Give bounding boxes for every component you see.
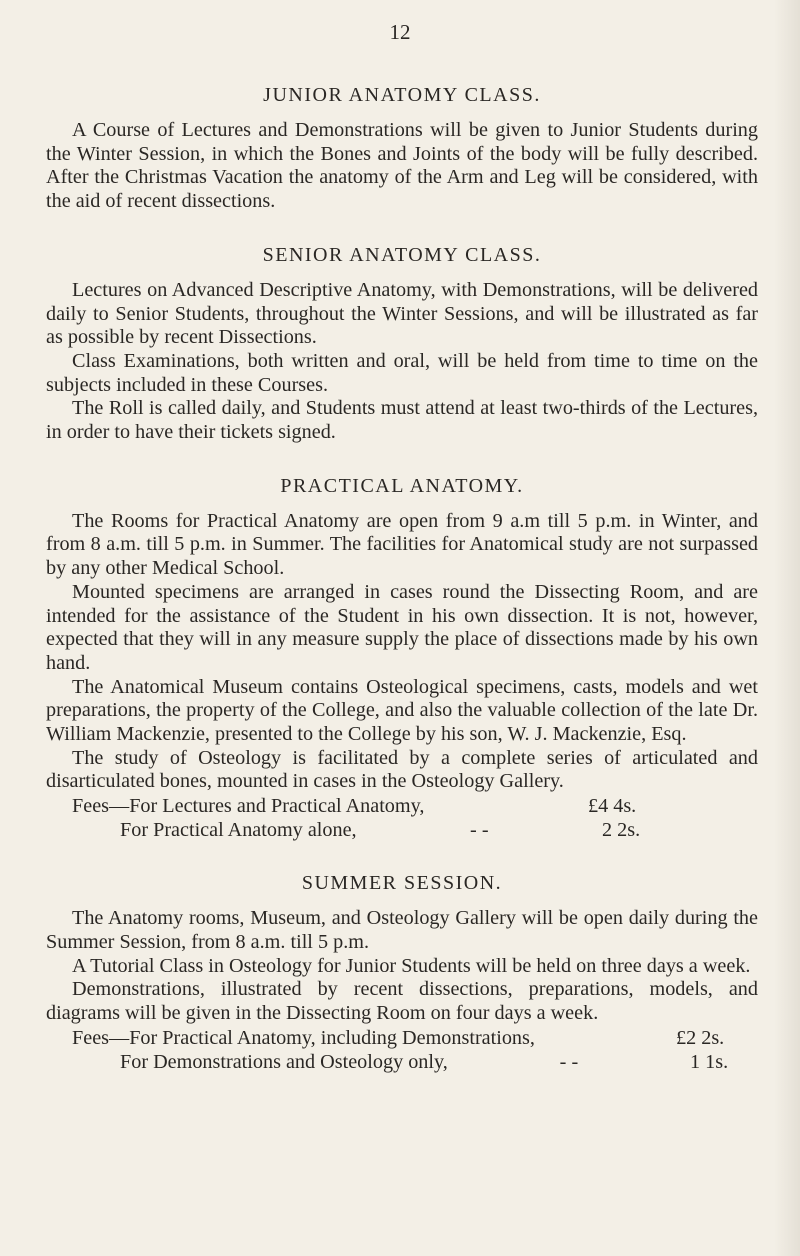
fee-amount: £2 2s. [676, 1026, 725, 1049]
paragraph: Class Examinations, both written and oral, will be held from time to time on the subjects included in these Courses. [46, 349, 758, 396]
paragraph: Demonstrations, illustrated by recent dissections, preparations, models, and diagrams will be given in the Dissecting Room on four days a week. [46, 978, 758, 1024]
section-heading: JUNIOR ANATOMY CLASS. [263, 84, 541, 106]
fee-label: For Practical Anatomy alone, [120, 819, 357, 842]
page-number: 12 [389, 20, 411, 44]
paragraph: A Course of Lectures and Demonstrations will be given to Junior Students during the Winter Session, in which the Bones and Joints of the body will be fully described. After the Christmas Vacation the anatomy of the Arm and Leg will be considered, with the aid of recent dissections. [46, 119, 758, 213]
fee-row [72, 818, 672, 842]
fee-amount: £4 4s. [588, 795, 637, 818]
fee-amount: 2 2s. [602, 819, 641, 842]
fees-table [72, 1026, 758, 1074]
fee-label: For Demonstrations and Osteology only, [120, 1050, 448, 1073]
paragraph: The Anatomical Museum contains Osteological specimens, casts, models and wet preparations, the property of the College, and also the valuable collection of the late Dr. William Mackenzie, presented to the College by his son, W. J. Mackenzie, Esq. [46, 675, 758, 746]
paragraph: The Anatomy rooms, Museum, and Osteology Gallery will be open daily during the Summer Session, from 8 a.m. till 5 p.m. [46, 907, 758, 953]
fee-leader: - - [470, 819, 489, 842]
page-content [46, 84, 758, 1074]
fees-table [72, 794, 672, 842]
paragraph: A Tutorial Class in Osteology for Junior Students will be held on three days a week. [72, 954, 751, 977]
fee-label: Fees—For Lectures and Practical Anatomy, [72, 795, 425, 818]
paragraph: The study of Osteology is facilitated by a complete series of articulated and disarticulated bones, mounted in cases in the Osteology Gallery. [46, 746, 758, 793]
paragraph: Mounted specimens are arranged in cases round the Dissecting Room, and are intended for the assistance of the Student in his own dissection. It is not, however, expected that they will in any measure supply the place of dissections made by his own hand. [46, 580, 758, 674]
fee-leader: - - [559, 1050, 579, 1073]
fee-row [72, 1050, 758, 1074]
fee-label: Fees—For Practical Anatomy, including Demonstrations, [72, 1026, 535, 1049]
section-summer-session [46, 872, 758, 1074]
section-heading: SUMMER SESSION. [301, 872, 503, 895]
section-senior-anatomy [46, 244, 758, 445]
fee-row [72, 794, 672, 818]
fee-row [72, 1026, 758, 1050]
section-heading: PRACTICAL ANATOMY. [280, 474, 524, 497]
section-junior-anatomy [46, 84, 758, 214]
section-practical-anatomy [46, 475, 758, 842]
paragraph: Lectures on Advanced Descriptive Anatomy, with Demonstrations, will be delivered daily to Senior Students, throughout the Winter Sessions, and will be illustrated as far as possible by recent Dissections. [46, 278, 758, 349]
paragraph: The Rooms for Practical Anatomy are open from 9 a.m till 5 p.m. in Winter, and from 8 a.m. till 5 p.m. in Summer. The facilities for Anatomical study are not surpassed by any other Medical School. [46, 509, 758, 580]
page-edge-shadow [774, 0, 800, 1256]
section-heading: SENIOR ANATOMY CLASS. [262, 243, 542, 266]
fee-amount: 1 1s. [690, 1050, 729, 1073]
paragraph: The Roll is called daily, and Students must attend at least two-thirds of the Lectures, in order to have their tickets signed. [46, 397, 758, 444]
